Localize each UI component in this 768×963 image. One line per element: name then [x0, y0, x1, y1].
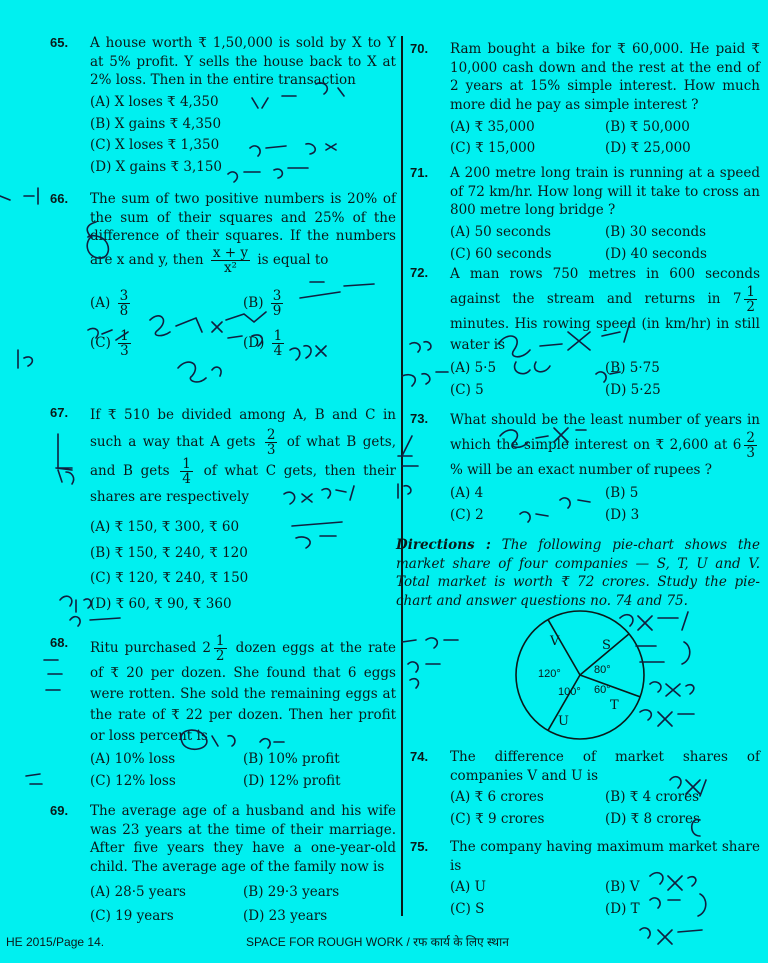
question-text: The average age of a husband and his wife was 23 years at the time of their marriage. After five years they have a one-year-old child. The average age of the family now is	[90, 803, 396, 875]
fraction-numerator: 1	[746, 283, 755, 300]
option-label: (A)	[90, 295, 111, 312]
fraction-numerator: 2	[746, 429, 755, 446]
options	[90, 518, 396, 614]
question-73	[410, 410, 760, 524]
option-a[interactable]: (A) 50 seconds	[450, 223, 551, 240]
option-c[interactable]: (C) ₹ 120, ₹ 240, ₹ 150	[90, 570, 249, 587]
question-text: Ram bought a bike for ₹ 60,000. He paid ₹ 10,000 cash down and the rest at the end of 2 years at 15% simple interest. How much more did he pay as simple interest ?	[450, 41, 760, 113]
options	[450, 484, 760, 524]
options	[90, 93, 396, 177]
question-number: 69.	[50, 803, 69, 818]
fraction	[118, 329, 131, 358]
options	[450, 788, 760, 828]
fraction	[180, 457, 193, 486]
option-b[interactable]: (B) ₹ 4 crores	[605, 789, 700, 806]
text-part-b: is equal to	[257, 252, 329, 269]
rough-work-label: SPACE FOR ROUGH WORK / रफ कार्य के लिए स्थान	[246, 935, 509, 949]
option-d[interactable]: (D) 5·25	[605, 381, 661, 398]
option-d[interactable]	[243, 329, 396, 358]
question-72	[410, 264, 760, 399]
fraction-denominator: 3	[120, 342, 129, 359]
option-d[interactable]: (D) X gains ₹ 3,150	[90, 158, 223, 175]
text-part-b: % will be an exact number of rupees ?	[450, 462, 713, 479]
question-text: The company having maximum market share is	[450, 839, 760, 874]
fraction-numerator: 1	[120, 327, 129, 344]
option-c[interactable]: (C) 19 years	[90, 908, 174, 925]
question-69	[50, 802, 396, 926]
option-a[interactable]: (A) X loses ₹ 4,350	[90, 93, 219, 110]
directions-block	[396, 536, 760, 611]
option-b[interactable]: (B) X gains ₹ 4,350	[90, 115, 222, 132]
question-number: 74.	[410, 749, 429, 764]
question-number: 75.	[410, 839, 429, 854]
options	[450, 118, 760, 158]
pie-slice-label-s: S	[602, 638, 611, 653]
fraction-denominator: x²	[223, 260, 237, 277]
option-b[interactable]: (B) 10% profit	[243, 751, 340, 768]
options	[450, 359, 760, 399]
text-part-a: The sum of two positive numbers is 20% of the sum of their squares and 25% of the difference of their squares. If the numbers are x and y, then	[90, 191, 396, 269]
options	[90, 750, 396, 790]
option-b[interactable]	[243, 289, 396, 318]
pie-slice-angle-v: 120°	[538, 668, 561, 680]
option-a[interactable]: (A) 5·5	[450, 360, 497, 377]
option-d[interactable]: (D) ₹ 60, ₹ 90, ₹ 360	[90, 595, 232, 612]
option-b[interactable]: (B) 5·75	[605, 360, 660, 377]
question-number: 72.	[410, 265, 429, 280]
question-70	[410, 40, 760, 158]
option-d[interactable]: (D) 40 seconds	[605, 245, 707, 262]
question-text: A 200 metre long train is running at a speed of 72 km/hr. How long will it take to cross an 800 metre long bridge ?	[450, 165, 760, 219]
pie-slice-angle-t: 60°	[594, 684, 611, 696]
option-d[interactable]: (D) 23 years	[243, 908, 328, 925]
pie-slice-angle-u: 100°	[558, 686, 581, 698]
pie-slice-label-v: V	[550, 634, 560, 649]
text-part-b: minutes. His rowing speed (in km/hr) in still water is	[450, 316, 760, 354]
question-68	[50, 634, 396, 790]
option-a[interactable]: (A) 28·5 years	[90, 883, 186, 900]
fraction-denominator: 4	[273, 342, 283, 359]
option-a[interactable]: (A) ₹ 6 crores	[450, 789, 544, 806]
option-label: (C)	[90, 334, 111, 351]
page-number: HE 2015/Page 14.	[6, 935, 105, 949]
question-number: 67.	[50, 405, 69, 420]
question-number: 70.	[410, 41, 429, 56]
question-number: 71.	[410, 165, 429, 180]
pie-slice-label-u: U	[558, 714, 569, 729]
question-74	[410, 748, 760, 829]
fraction-numerator: 3	[119, 288, 129, 305]
option-c[interactable]: (C) 12% loss	[90, 772, 176, 789]
fraction-denominator: 2	[746, 299, 755, 316]
option-d[interactable]: (D) T	[605, 900, 640, 917]
question-text	[90, 190, 396, 275]
option-c[interactable]: (C) 60 seconds	[450, 245, 552, 262]
fraction-numerator: x + y	[212, 244, 249, 261]
directions-label: Directions :	[396, 537, 491, 553]
option-b[interactable]: (B) 5	[605, 485, 639, 502]
option-b[interactable]: (B) V	[605, 879, 640, 896]
fraction-denominator: 4	[182, 471, 191, 488]
question-65	[50, 34, 396, 176]
option-a[interactable]	[90, 289, 243, 318]
fraction-denominator: 8	[119, 303, 129, 320]
option-b[interactable]: (B) ₹ 150, ₹ 240, ₹ 120	[90, 544, 248, 561]
options	[450, 878, 760, 918]
fraction	[265, 428, 278, 457]
text-part-c: of what C gets, then their shares are respectively	[90, 463, 397, 506]
text-part-a: What should be the least number of years in which the simple interest on ₹ 2,600 at 6	[450, 412, 760, 454]
question-number: 68.	[50, 635, 69, 650]
option-d[interactable]: (D) ₹ 8 crores	[605, 810, 700, 827]
directions-text	[396, 536, 760, 611]
fraction-numerator: 1	[215, 633, 225, 649]
option-a[interactable]: (A) U	[450, 879, 486, 896]
question-66	[50, 190, 396, 358]
option-c[interactable]: (C) 2	[450, 506, 484, 523]
question-67	[50, 404, 396, 613]
fraction	[118, 289, 131, 318]
question-text	[90, 634, 396, 747]
text-part-a: Ritu purchased 2	[90, 640, 211, 657]
option-d[interactable]: (D) ₹ 25,000	[605, 140, 691, 157]
option-c[interactable]	[90, 329, 243, 358]
question-71	[410, 164, 760, 263]
question-text: A house worth ₹ 1,50,000 is sold by X to Y at 5% profit. Y sells the house back to X at 2% loss. Then in the entire transaction	[90, 35, 396, 89]
fraction-numerator: 1	[273, 327, 283, 344]
option-b[interactable]: (B) 30 seconds	[605, 223, 707, 240]
question-number: 66.	[50, 191, 69, 206]
pie-slice-label-t: T	[610, 698, 619, 713]
market-share-pie-chart	[510, 605, 650, 745]
question-number: 65.	[50, 35, 69, 50]
text-part-a: A man rows 750 metres in 600 seconds against the stream and returns in 7	[450, 266, 760, 308]
fraction	[214, 634, 227, 663]
option-label: (D)	[243, 334, 265, 351]
option-label: (B)	[243, 295, 264, 312]
directions-body: The following pie-chart shows the market share of four companies — S, T, U and V. Total market is worth ₹ 72 crores. Study the pie-chart and answer questions no. 74 and 75.	[396, 537, 760, 609]
fraction-numerator: 2	[266, 426, 276, 443]
fraction-denominator: 2	[215, 648, 225, 665]
fraction-denominator: 3	[746, 445, 755, 462]
fraction	[744, 285, 757, 314]
option-d[interactable]: (D) 3	[605, 506, 640, 523]
question-text	[450, 410, 760, 481]
option-c[interactable]: (C) ₹ 15,000	[450, 140, 536, 157]
option-a[interactable]: (A) ₹ 35,000	[450, 118, 535, 135]
fraction-denominator: 9	[272, 303, 282, 320]
option-a[interactable]: (A) ₹ 150, ₹ 300, ₹ 60	[90, 518, 240, 535]
option-b[interactable]: (B) ₹ 50,000	[605, 118, 690, 135]
fraction	[211, 246, 250, 275]
option-d[interactable]: (D) 12% profit	[243, 772, 341, 789]
fraction-denominator: 3	[266, 441, 276, 458]
text-part-b: dozen eggs at the rate of ₹ 20 per dozen. She found that 6 eggs were rotten. She sold the remaining eggs at the rate of ₹ 22 per dozen. Then her profit or loss percent is	[90, 640, 396, 745]
question-75	[410, 838, 760, 919]
option-c[interactable]: (C) 5	[450, 381, 484, 398]
question-text	[90, 404, 396, 510]
question-number: 73.	[410, 411, 429, 426]
option-c[interactable]: (C) ₹ 9 crores	[450, 810, 545, 827]
text-part-b: of what B gets, and B gets	[90, 433, 396, 480]
fraction-numerator: 1	[182, 455, 191, 472]
option-a[interactable]: (A) 4	[450, 485, 484, 502]
fraction-numerator: 3	[272, 288, 282, 305]
options	[450, 223, 760, 263]
options	[90, 289, 396, 358]
question-text: The difference of market shares of companies V and U is	[450, 749, 760, 784]
option-c[interactable]: (C) X loses ₹ 1,350	[90, 137, 220, 154]
option-c[interactable]: (C) S	[450, 900, 485, 917]
text-part-a: If ₹ 510 be divided among A, B and C in such a way that A gets	[90, 407, 396, 450]
option-a[interactable]: (A) 10% loss	[90, 751, 176, 768]
column-divider	[401, 36, 403, 916]
pie-slice-angle-s: 80°	[594, 664, 611, 676]
option-b[interactable]: (B) 29·3 years	[243, 883, 340, 900]
fraction	[271, 289, 284, 318]
options	[90, 883, 396, 926]
question-text	[450, 264, 760, 356]
fraction	[272, 329, 285, 358]
fraction	[744, 431, 757, 460]
